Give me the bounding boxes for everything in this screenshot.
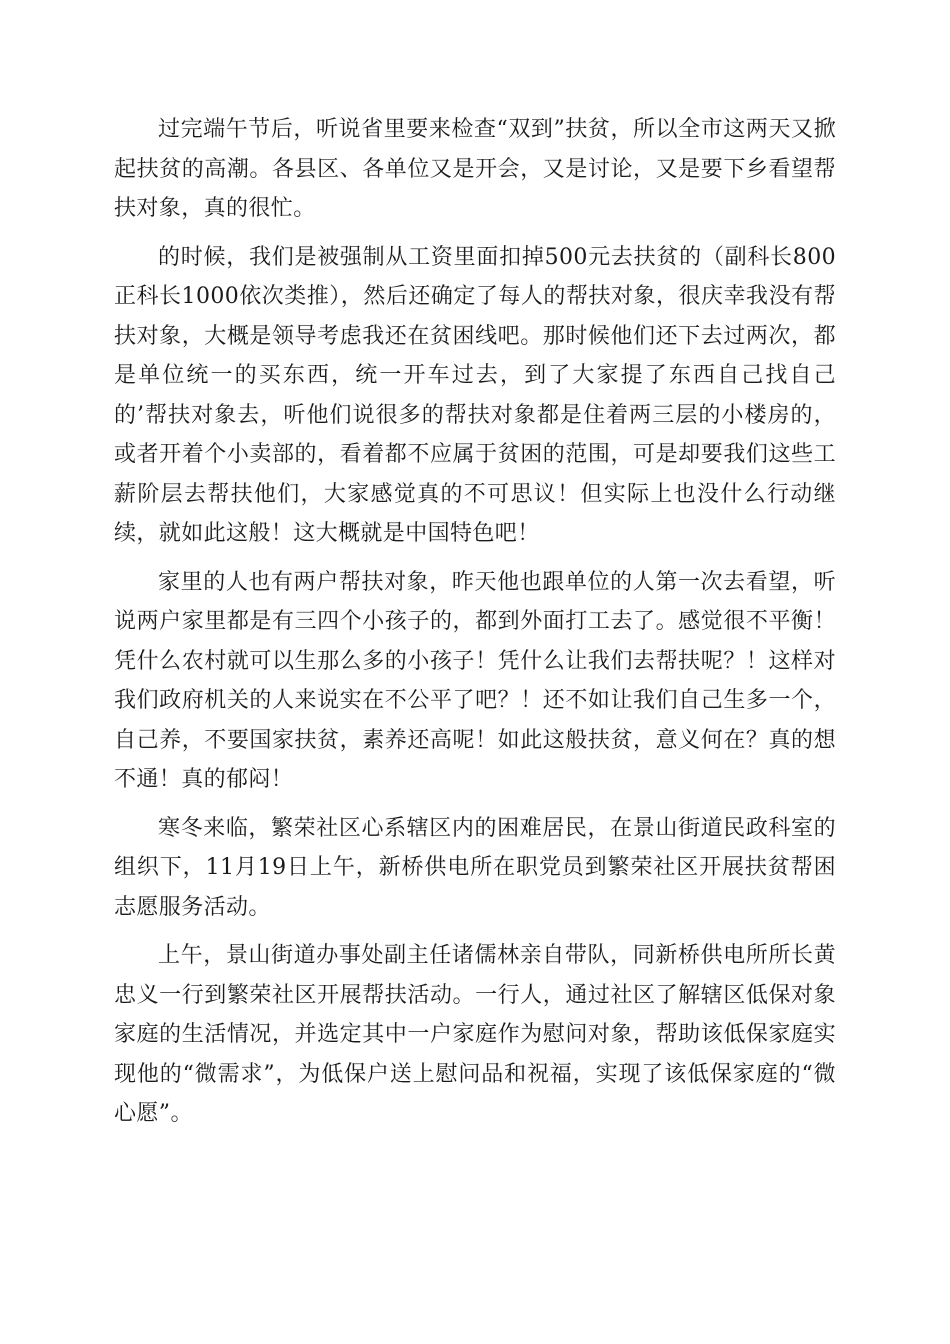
document-body (114, 110, 836, 1143)
paragraph-5: 上午，景山街道办事处副主任诸儒林亲自带队，同新桥供电所所长黄忠义一行到繁荣社区开展帮扶活动。一行人，通过社区了解辖区低保对象家庭的生活情况，并选定其中一户家庭作为慰问对象，帮助该低保家庭实现他的“微需求”，为低保户送上慰问品和祝福，实现了该低保家庭的“微心愿”。 (114, 943, 836, 1126)
paragraph-2: 的时候，我们是被强制从工资里面扣掉500元去扶贫的（副科长800正科长1000依次类推），然后还确定了每人的帮扶对象，很庆幸我没有帮扶对象，大概是领导考虑我还在贫困线吧。那时候他们还下去过两次，都是单位统一的买东西，统一开车过去，到了大家提了东西自己找自己的’帮扶对象去，听他们说很多的帮扶对象都是住着两三层的小楼房的，或者开着个小卖部的，看着都不应属于贫困的范围，可是却要我们这些工薪阶层去帮扶他们，大家感觉真的不可思议！但实际上也没什么行动继续，就如此这般！这大概就是中国特色吧！ (114, 244, 836, 546)
paragraph-3: 家里的人也有两户帮扶对象，昨天他也跟单位的人第一次去看望，听说两户家里都是有三四个小孩子的，都到外面打工去了。感觉很不平衡！凭什么农村就可以生那么多的小孩子！凭什么让我们去帮扶呢？！这样对我们政府机关的人来说实在不公平了吧？！还不如让我们自己生多一个，自己养，不要国家扶贫，素养还高呢！如此这般扶贫，意义何在？真的想不通！真的郁闷！ (114, 569, 836, 792)
paragraph-4: 寒冬来临，繁荣社区心系辖区内的困难居民，在景山街道民政科室的组织下，11月19日上午，新桥供电所在职党员到繁荣社区开展扶贫帮困志愿服务活动。 (114, 815, 836, 920)
paragraph-1: 过完端午节后，听说省里要来检查“双到”扶贫，所以全市这两天又掀起扶贫的高潮。各县区、各单位又是开会，又是讨论，又是要下乡看望帮扶对象，真的很忙。 (114, 117, 836, 221)
